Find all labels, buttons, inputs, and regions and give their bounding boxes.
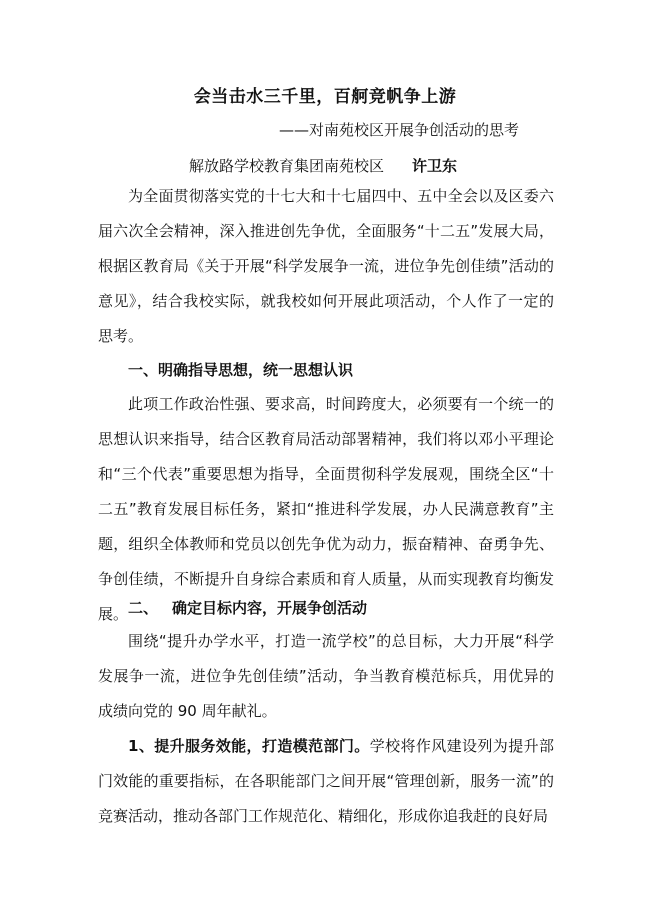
document-subtitle: ——对南苑校区开展争创活动的思考 xyxy=(279,121,520,139)
author-line xyxy=(189,154,457,178)
item-1-body: 学校将作风建设列为提升部门效能的重要指标，在各职能部门之间开展“管理创新，服务一流”的竞赛活动，推动各部门工作规范化、精细化，形成你追我赶的良好局 xyxy=(98,737,554,825)
author-organization: 解放路学校教育集团南苑校区 xyxy=(189,157,385,175)
item-1-paragraph xyxy=(98,729,554,834)
author-name: 许卫东 xyxy=(412,157,458,175)
section-1-paragraph: 此项工作政治性强、要求高，时间跨度大，必须要有一个统一的思想认识来指导，结合区教育局活动部署精神，我们将以邓小平理论和“三个代表”重要思想为指导，全面贯彻科学发展观，围绕全区“十二五”教育发展目标任务，紧扣“推进科学发展，办人民满意教育”主题，组织全体教师和党员以创先争优为动力，振奋精神、奋勇争先、争创佳绩，不断提升自身综合素质和育人质量，从而实现教育均衡发展。 xyxy=(98,395,554,623)
item-1-lead: 1、提升服务效能，打造模范部门。 xyxy=(128,737,370,755)
section-2-paragraph: 围绕“提升办学水平，打造一流学校”的总目标，大力开展“科学发展争一流，进位争先创佳绩”活动，争当教育模范标兵，用优异的成绩向党的 90 周年献礼。 xyxy=(98,632,554,720)
intro-paragraph: 为全面贯彻落实党的十七大和十七届四中、五中全会以及区委六届六次全会精神，深入推进创先争优，全面服务“十二五”发展大局，根据区教育局《关于开展“科学发展争一流，进位争先创佳绩”活动的意见》，结合我校实际，就我校如何开展此项活动，个人作了一定的思考。 xyxy=(98,187,554,345)
section-2-heading xyxy=(128,596,367,620)
section-2-number: 二、 xyxy=(128,599,159,617)
section-2-title: 确定目标内容，开展争创活动 xyxy=(172,599,368,617)
document-title: 会当击水三千里，百舸竞帆争上游 xyxy=(193,87,457,107)
section-1-heading: 一、明确指导思想，统一思想认识 xyxy=(128,361,354,379)
